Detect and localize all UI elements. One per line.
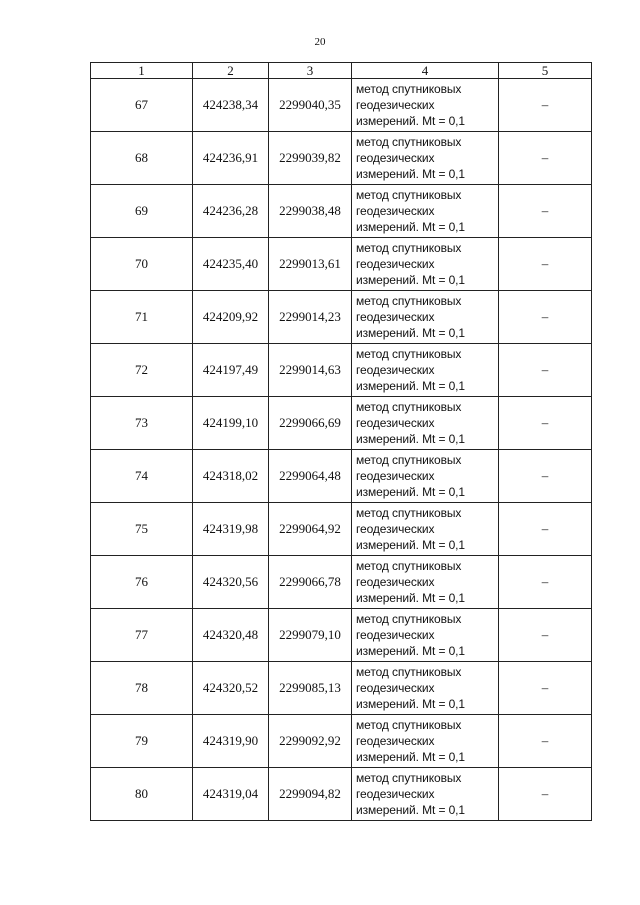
y-coordinate-cell: 2299094,82	[269, 768, 352, 821]
table-row	[91, 609, 592, 662]
method-line: метод спутниковых	[356, 718, 462, 732]
method-line: геодезических	[356, 310, 435, 324]
method-line: измерений. Mt = 0,1	[356, 114, 465, 128]
method-cell	[352, 556, 499, 609]
method-cell	[352, 662, 499, 715]
method-line: измерений. Mt = 0,1	[356, 591, 465, 605]
method-line: геодезических	[356, 522, 435, 536]
method-cell	[352, 291, 499, 344]
note-cell: –	[499, 397, 592, 450]
method-line: метод спутниковых	[356, 612, 462, 626]
method-line: измерений. Mt = 0,1	[356, 326, 465, 340]
method-line: метод спутниковых	[356, 82, 462, 96]
method-line: геодезических	[356, 469, 435, 483]
point-number-cell: 67	[91, 79, 193, 132]
y-coordinate-cell: 2299039,82	[269, 132, 352, 185]
coordinates-table	[90, 62, 592, 821]
method-line: измерений. Mt = 0,1	[356, 538, 465, 552]
method-line: геодезических	[356, 204, 435, 218]
note-cell: –	[499, 185, 592, 238]
table-row	[91, 291, 592, 344]
x-coordinate-cell: 424319,90	[193, 715, 269, 768]
x-coordinate-cell: 424197,49	[193, 344, 269, 397]
method-line: метод спутниковых	[356, 294, 462, 308]
note-cell: –	[499, 238, 592, 291]
x-coordinate-cell: 424209,92	[193, 291, 269, 344]
table-row	[91, 344, 592, 397]
note-cell: –	[499, 715, 592, 768]
column-header: 3	[269, 63, 352, 79]
x-coordinate-cell: 424319,98	[193, 503, 269, 556]
method-line: метод спутниковых	[356, 188, 462, 202]
table-row	[91, 238, 592, 291]
table-row	[91, 185, 592, 238]
table-row	[91, 397, 592, 450]
x-coordinate-cell: 424320,56	[193, 556, 269, 609]
y-coordinate-cell: 2299013,61	[269, 238, 352, 291]
method-line: измерений. Mt = 0,1	[356, 644, 465, 658]
method-line: геодезических	[356, 681, 435, 695]
method-line: геодезических	[356, 257, 435, 271]
point-number-cell: 68	[91, 132, 193, 185]
method-line: измерений. Mt = 0,1	[356, 803, 465, 817]
point-number-cell: 78	[91, 662, 193, 715]
method-line: метод спутниковых	[356, 135, 462, 149]
method-line: измерений. Mt = 0,1	[356, 379, 465, 393]
method-cell	[352, 450, 499, 503]
method-line: измерений. Mt = 0,1	[356, 697, 465, 711]
method-cell	[352, 768, 499, 821]
column-header: 1	[91, 63, 193, 79]
note-cell: –	[499, 132, 592, 185]
point-number-cell: 74	[91, 450, 193, 503]
x-coordinate-cell: 424318,02	[193, 450, 269, 503]
x-coordinate-cell: 424320,48	[193, 609, 269, 662]
method-cell	[352, 397, 499, 450]
x-coordinate-cell: 424319,04	[193, 768, 269, 821]
note-cell: –	[499, 344, 592, 397]
method-line: метод спутниковых	[356, 453, 462, 467]
method-line: метод спутниковых	[356, 771, 462, 785]
method-cell	[352, 609, 499, 662]
method-line: геодезических	[356, 734, 435, 748]
point-number-cell: 71	[91, 291, 193, 344]
column-header: 5	[499, 63, 592, 79]
table-row	[91, 768, 592, 821]
note-cell: –	[499, 503, 592, 556]
note-cell: –	[499, 768, 592, 821]
method-line: измерений. Mt = 0,1	[356, 432, 465, 446]
table-row	[91, 503, 592, 556]
method-line: геодезических	[356, 416, 435, 430]
x-coordinate-cell: 424199,10	[193, 397, 269, 450]
x-coordinate-cell: 424236,28	[193, 185, 269, 238]
note-cell: –	[499, 609, 592, 662]
method-line: измерений. Mt = 0,1	[356, 750, 465, 764]
y-coordinate-cell: 2299066,78	[269, 556, 352, 609]
point-number-cell: 70	[91, 238, 193, 291]
method-line: метод спутниковых	[356, 241, 462, 255]
y-coordinate-cell: 2299064,92	[269, 503, 352, 556]
point-number-cell: 75	[91, 503, 193, 556]
column-header: 4	[352, 63, 499, 79]
method-line: измерений. Mt = 0,1	[356, 485, 465, 499]
method-line: метод спутниковых	[356, 665, 462, 679]
note-cell: –	[499, 291, 592, 344]
method-cell	[352, 185, 499, 238]
y-coordinate-cell: 2299038,48	[269, 185, 352, 238]
method-line: измерений. Mt = 0,1	[356, 167, 465, 181]
method-line: геодезических	[356, 575, 435, 589]
method-line: геодезических	[356, 98, 435, 112]
note-cell: –	[499, 556, 592, 609]
point-number-cell: 73	[91, 397, 193, 450]
method-cell	[352, 238, 499, 291]
method-line: геодезических	[356, 787, 435, 801]
point-number-cell: 80	[91, 768, 193, 821]
x-coordinate-cell: 424235,40	[193, 238, 269, 291]
page-number: 20	[314, 36, 326, 48]
note-cell: –	[499, 662, 592, 715]
method-line: геодезических	[356, 363, 435, 377]
method-line: измерений. Mt = 0,1	[356, 220, 465, 234]
y-coordinate-cell: 2299085,13	[269, 662, 352, 715]
method-cell	[352, 132, 499, 185]
table-row	[91, 79, 592, 132]
column-header: 2	[193, 63, 269, 79]
method-cell	[352, 503, 499, 556]
method-cell	[352, 715, 499, 768]
point-number-cell: 77	[91, 609, 193, 662]
point-number-cell: 76	[91, 556, 193, 609]
y-coordinate-cell: 2299092,92	[269, 715, 352, 768]
method-cell	[352, 344, 499, 397]
table-row	[91, 132, 592, 185]
y-coordinate-cell: 2299064,48	[269, 450, 352, 503]
method-line: измерений. Mt = 0,1	[356, 273, 465, 287]
method-line: метод спутниковых	[356, 400, 462, 414]
y-coordinate-cell: 2299066,69	[269, 397, 352, 450]
point-number-cell: 69	[91, 185, 193, 238]
table-row	[91, 450, 592, 503]
method-line: геодезических	[356, 151, 435, 165]
point-number-cell: 79	[91, 715, 193, 768]
x-coordinate-cell: 424236,91	[193, 132, 269, 185]
y-coordinate-cell: 2299014,23	[269, 291, 352, 344]
header-row	[91, 63, 592, 79]
method-line: геодезических	[356, 628, 435, 642]
table-row	[91, 662, 592, 715]
point-number-cell: 72	[91, 344, 193, 397]
note-cell: –	[499, 79, 592, 132]
table-row	[91, 556, 592, 609]
method-line: метод спутниковых	[356, 506, 462, 520]
method-line: метод спутниковых	[356, 347, 462, 361]
method-cell	[352, 79, 499, 132]
y-coordinate-cell: 2299040,35	[269, 79, 352, 132]
x-coordinate-cell: 424320,52	[193, 662, 269, 715]
y-coordinate-cell: 2299079,10	[269, 609, 352, 662]
note-cell: –	[499, 450, 592, 503]
x-coordinate-cell: 424238,34	[193, 79, 269, 132]
table-row	[91, 715, 592, 768]
method-line: метод спутниковых	[356, 559, 462, 573]
y-coordinate-cell: 2299014,63	[269, 344, 352, 397]
